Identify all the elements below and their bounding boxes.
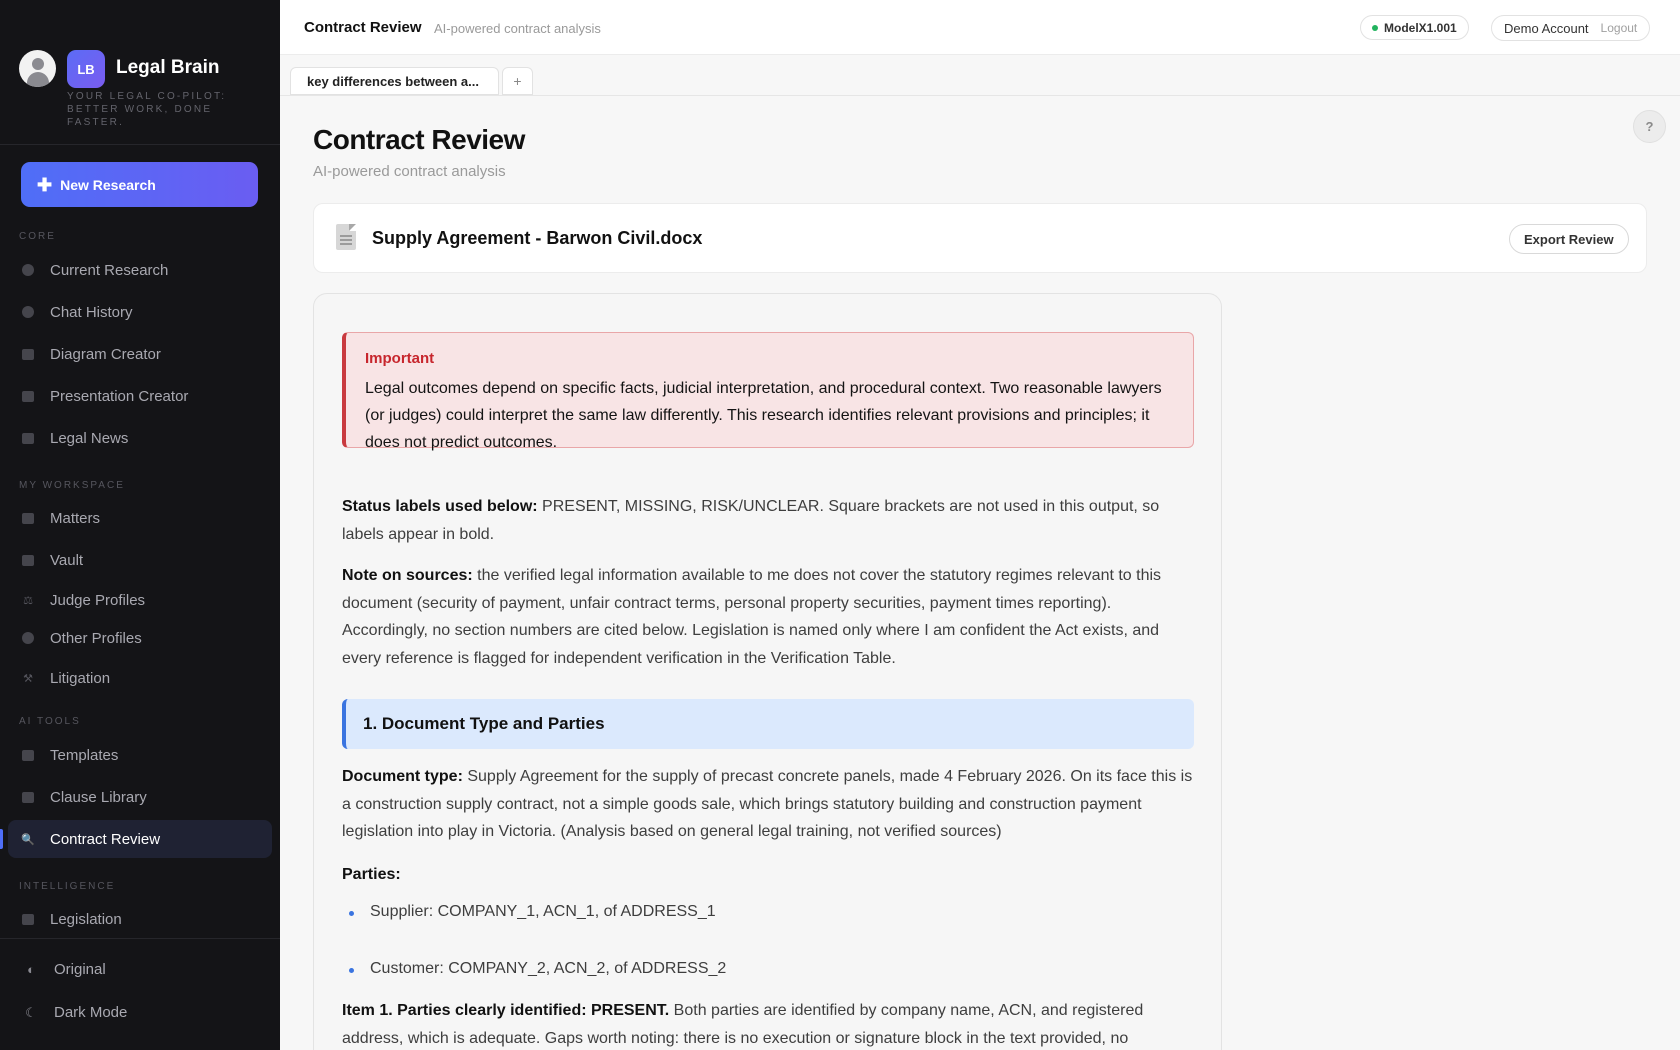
dark-mode-label: Dark Mode xyxy=(54,1004,128,1021)
sidebar-item-label: Judge Profiles xyxy=(50,591,146,609)
sidebar-item-templates[interactable] xyxy=(8,736,272,774)
page-subtitle: AI-powered contract analysis xyxy=(313,163,506,180)
section-heading-document-type: 1. Document Type and Parties xyxy=(342,699,1194,749)
account-name[interactable]: Demo Account xyxy=(1504,20,1589,36)
original-theme-button[interactable] xyxy=(22,961,106,978)
briefcase-icon xyxy=(20,510,36,526)
template-icon xyxy=(20,747,36,763)
avatar-head-shape xyxy=(32,58,44,70)
person-icon xyxy=(20,630,36,646)
sidebar-item-label: Litigation xyxy=(50,669,111,687)
palette-icon: ◐ xyxy=(27,962,35,977)
model-selector[interactable] xyxy=(1360,15,1469,40)
tab-research-session[interactable]: key differences between a... xyxy=(290,67,499,95)
history-icon xyxy=(20,304,36,320)
document-type-text: Supply Agreement for the supply of precast concrete panels, made 4 February 2026. On its face this is a construction supply contract, not a simple goods sale, which brings statutory building and construction payment legislation into play in Victoria. (Analysis based on general legal training, not verified sources) xyxy=(342,768,1193,840)
list-item: Customer: COMPANY_2, ACN_2, of ADDRESS_2 xyxy=(370,960,727,977)
parties-heading-paragraph xyxy=(342,861,1198,889)
account-pill xyxy=(1491,15,1650,41)
user-avatar[interactable] xyxy=(19,50,56,87)
sidebar-item-matters[interactable] xyxy=(8,499,272,537)
section-label-intelligence: INTELLIGENCE xyxy=(19,881,116,892)
brand-tagline: YOUR LEGAL CO-PILOT: BETTER WORK, DONE FASTER. xyxy=(67,91,227,128)
newspaper-icon xyxy=(20,430,36,446)
logout-link[interactable]: Logout xyxy=(1600,21,1638,35)
sidebar-item-label: Clause Library xyxy=(50,788,147,806)
sidebar-item-current-research[interactable] xyxy=(8,251,272,289)
file-card xyxy=(313,203,1647,273)
item-1-text: Both parties are identified by company name, ACN, and registered address, which is adequate. Gaps worth noting: there is no execution or signature block in the text provided, no xyxy=(342,1002,1144,1047)
magnifier-icon: 🔍 xyxy=(21,833,35,846)
sidebar-item-litigation[interactable] xyxy=(8,659,272,697)
item-1-paragraph xyxy=(342,997,1198,1050)
sidebar-item-label: Legal News xyxy=(50,429,129,447)
sidebar-item-label: Contract Review xyxy=(50,830,161,848)
sidebar-item-label: Other Profiles xyxy=(50,629,142,647)
file-name: Supply Agreement - Barwon Civil.docx xyxy=(372,228,703,248)
page-title: Contract Review xyxy=(313,124,525,155)
sidebar-divider xyxy=(0,938,280,939)
sidebar-item-other-profiles[interactable] xyxy=(8,619,272,657)
important-text: Legal outcomes depend on specific facts, judicial interpretation, and procedural context. Two reasonable lawyers (or judges) could interpret the same law differently. This research identifies relevant provisions and principles; it does not predict outcomes. xyxy=(365,380,1162,451)
sidebar-item-legal-news[interactable] xyxy=(8,419,272,457)
new-research-label: New Research xyxy=(60,176,156,193)
sources-note-heading: Note on sources: xyxy=(342,567,473,584)
sidebar-item-legislation[interactable] xyxy=(8,900,272,938)
sidebar-item-chat-history[interactable] xyxy=(8,293,272,331)
original-label: Original xyxy=(54,961,106,978)
sidebar-item-clause-library[interactable] xyxy=(8,778,272,816)
avatar-body-shape xyxy=(27,72,49,87)
document-type-heading: Document type: xyxy=(342,768,463,785)
important-notice xyxy=(342,332,1194,451)
sidebar xyxy=(0,0,280,1050)
chat-bubble-icon xyxy=(20,262,36,278)
sidebar-item-label: Current Research xyxy=(50,261,169,279)
sidebar-item-label: Vault xyxy=(50,551,84,569)
moon-icon: ☾ xyxy=(25,1004,37,1020)
sidebar-item-vault[interactable] xyxy=(8,541,272,579)
sidebar-item-label: Matters xyxy=(50,509,101,527)
header-subtitle: AI-powered contract analysis xyxy=(434,21,601,36)
sidebar-item-contract-review[interactable] xyxy=(8,820,272,858)
parties-heading: Parties: xyxy=(342,866,401,883)
brand-logo: LB xyxy=(67,50,105,88)
sources-note-paragraph xyxy=(342,562,1198,672)
status-dot-icon xyxy=(1372,25,1378,31)
sidebar-item-label: Diagram Creator xyxy=(50,345,161,363)
top-header xyxy=(280,0,1680,55)
scales-icon: ⚖ xyxy=(23,594,33,607)
sidebar-divider xyxy=(0,144,280,145)
sidebar-item-judge-profiles[interactable] xyxy=(8,581,272,619)
diagram-icon xyxy=(20,346,36,362)
status-labels-text: PRESENT, MISSING, RISK/UNCLEAR. Square brackets are not used in this output, so labels appear in bold. xyxy=(342,498,1160,543)
dark-mode-toggle[interactable] xyxy=(22,1004,127,1021)
review-panel xyxy=(313,293,1222,1050)
section-label-ai-tools: AI TOOLS xyxy=(19,716,81,727)
item-1-heading: Item 1. Parties clearly identified: PRESENT. xyxy=(342,1002,670,1019)
sidebar-item-label: Templates xyxy=(50,746,119,764)
header-title: Contract Review xyxy=(304,19,422,36)
section-label-workspace: MY WORKSPACE xyxy=(19,480,125,491)
presentation-icon xyxy=(20,388,36,404)
brand-name: Legal Brain xyxy=(116,57,220,78)
status-labels-paragraph xyxy=(342,493,1198,548)
vault-icon xyxy=(20,552,36,568)
status-labels-heading: Status labels used below: xyxy=(342,498,538,515)
gavel-icon: ⚒ xyxy=(23,672,33,685)
sidebar-item-diagram-creator[interactable] xyxy=(8,335,272,373)
help-button[interactable]: ? xyxy=(1633,110,1666,143)
list-item: Supplier: COMPANY_1, ACN_1, of ADDRESS_1 xyxy=(370,903,716,920)
active-indicator xyxy=(0,829,3,849)
section-label-core: CORE xyxy=(19,231,56,242)
sources-note-text: the verified legal information available to me does not cover the statutory regimes relevant to this document (security of payment, unfair contract terms, personal property securities, payment times reporting). Accordingly, no section numbers are cited below. Legislation is named only where I am confident the Act exists, and every reference is flagged for independent verification in the Verification Table. xyxy=(342,567,1162,667)
important-title: Important xyxy=(365,350,435,367)
plus-icon: ✚ xyxy=(37,174,53,195)
export-review-button[interactable]: Export Review xyxy=(1509,224,1629,254)
tabs-divider xyxy=(280,95,1680,96)
new-research-button[interactable] xyxy=(21,162,258,207)
library-icon xyxy=(20,789,36,805)
document-icon xyxy=(336,224,358,251)
add-tab-button[interactable]: + xyxy=(502,67,533,95)
brand xyxy=(19,48,269,128)
book-icon xyxy=(20,911,36,927)
sidebar-item-label: Legislation xyxy=(50,910,122,928)
document-type-paragraph xyxy=(342,763,1198,846)
model-name: ModelX1.001 xyxy=(1384,20,1457,35)
sidebar-item-presentation-creator[interactable] xyxy=(8,377,272,415)
sidebar-item-label: Chat History xyxy=(50,303,133,321)
sidebar-item-label: Presentation Creator xyxy=(50,387,189,405)
